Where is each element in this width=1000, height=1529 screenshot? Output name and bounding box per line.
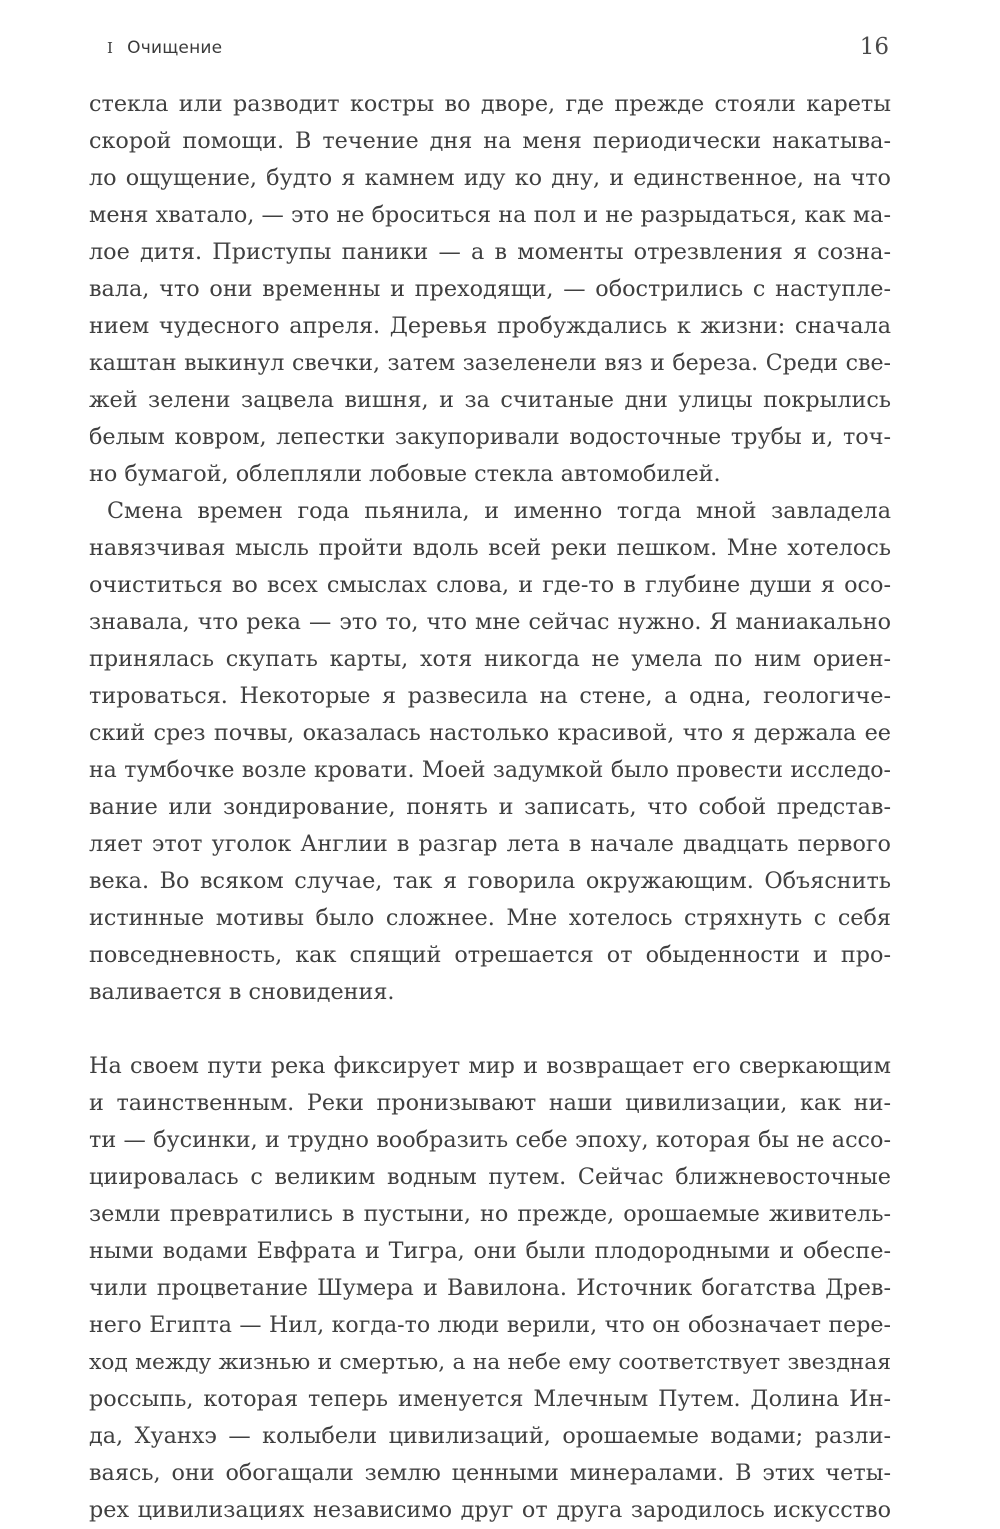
paragraph-1 (89, 86, 891, 493)
text-line: но бумагой, облепляли лобовые стекла автомобилей. (89, 461, 721, 487)
text-line: каштан выкинул свечки, затем зазеленели вяз и береза. Среди све- (89, 350, 891, 376)
body-text (89, 86, 891, 1529)
text-line: россыпь, которая теперь именуется Млечным Путем. Долина Ин- (89, 1386, 891, 1412)
paragraph-3 (89, 1048, 891, 1529)
text-line: чили процветание Шумера и Вавилона. Источник богатства Древ- (89, 1275, 891, 1301)
text-line: ляет этот уголок Англии в разгар лета в начале двадцать первого (89, 831, 891, 857)
text-line: навязчивая мысль пройти вдоль всей реки пешком. Мне хотелось (89, 535, 891, 561)
section-break (89, 1011, 891, 1048)
text-line: него Египта — Нил, когда-то люди верили, что он обозначает пере- (89, 1312, 891, 1338)
text-line: века. Во всяком случае, так я говорила окружающим. Объяснить (89, 868, 891, 894)
text-line: очиститься во всех смыслах слова, и где-то в глубине души я осо- (89, 572, 891, 598)
text-line: ский срез почвы, оказалась настолько красивой, что я держала ее (89, 720, 891, 746)
chapter-title: Очищение (127, 38, 223, 58)
text-line: и таинственным. Реки пронизывают наши цивилизации, как ни- (89, 1090, 891, 1116)
text-line: земли превратились в пустыни, но прежде, орошаемые живитель- (89, 1201, 891, 1227)
text-line: на тумбочке возле кровати. Моей задумкой было провести исследо- (89, 758, 891, 783)
text-line: Смена времен года пьянила, и именно тогда мной завладела (107, 498, 891, 524)
text-line: На своем пути река фиксирует мир и возвращает его сверкающим (89, 1053, 891, 1079)
text-line: нием чудесного апреля. Деревья пробуждались к жизни: сначала (89, 313, 891, 339)
text-line: вала, что они временны и преходящи, — обострились с наступле- (89, 276, 891, 302)
text-line: ными водами Евфрата и Тигра, они были плодородными и обеспе- (89, 1238, 891, 1264)
text-line: стекла или разводит костры во дворе, где прежде стояли кареты (89, 91, 891, 117)
running-head (107, 38, 222, 58)
text-line: ход между жизнью и смертью, а на небе ему соответствует звездная (89, 1350, 891, 1375)
text-line: циировалась с великим водным путем. Сейчас ближневосточные (89, 1164, 891, 1190)
text-line: принялась скупать карты, хотя никогда не умела по ним ориен- (89, 646, 891, 672)
text-line: меня хватало, — это не броситься на пол и не разрыдаться, как ма- (89, 202, 891, 228)
text-line: белым ковром, лепестки закупоривали водосточные трубы и, точ- (89, 424, 891, 450)
text-line: ло ощущение, будто я камнем иду ко дну, и единственное, на что (89, 165, 891, 191)
text-line: истинные мотивы было сложнее. Мне хотелось стряхнуть с себя (89, 905, 891, 931)
page-number: 16 (859, 34, 889, 60)
paragraph-2 (89, 493, 891, 1011)
text-line: повседневность, как спящий отрешается от обыденности и про- (89, 942, 891, 968)
text-line: да, Хуанхэ — колыбели цивилизаций, орошаемые водами; разли- (89, 1423, 891, 1449)
text-line: лое дитя. Приступы паники — а в моменты отрезвления я созна- (89, 239, 891, 265)
chapter-number: I (107, 39, 114, 57)
text-line: жей зелени зацвела вишня, и за считаные дни улицы покрылись (89, 387, 891, 413)
text-line: знавала, что река — это то, что мне сейчас нужно. Я маниакально (89, 609, 891, 635)
text-line: вание или зондирование, понять и записать, что собой представ- (89, 794, 891, 820)
text-line: ваясь, они обогащали землю ценными минералами. В этих четы- (89, 1460, 891, 1486)
text-line: валивается в сновидения. (89, 979, 395, 1005)
text-line: тироваться. Некоторые я развесила на стене, а одна, геологиче- (89, 683, 891, 709)
text-line: ти — бусинки, и трудно вообразить себе эпоху, которая бы не ассо- (89, 1127, 891, 1153)
text-line: рех цивилизациях независимо друг от друга зародилось искусство (89, 1497, 891, 1523)
text-line: скорой помощи. В течение дня на меня периодически накатыва- (89, 128, 891, 154)
